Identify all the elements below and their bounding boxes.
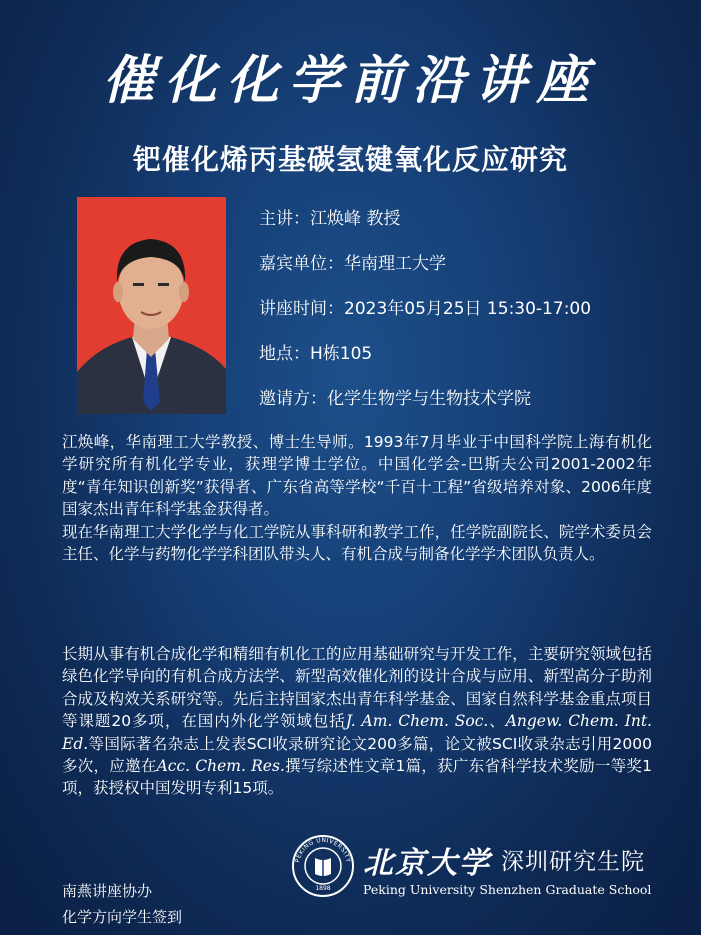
research-text: 撰写综述性文章1篇，获广东省科学技术奖励一等奖1项，获授权中国发明专利15项。 <box>62 757 652 798</box>
research-summary <box>62 643 652 800</box>
pku-shenzhen-logo <box>291 834 671 904</box>
co-organizer-note: 南燕讲座协办 <box>62 882 153 900</box>
logo-english-name: Peking University Shenzhen Graduate School <box>363 882 652 897</box>
host-line: 邀请方：化学生物学与生物技术学院 <box>259 389 531 409</box>
location-line: 地点：H栋105 <box>259 344 373 364</box>
bio-paragraph: 现在华南理工大学化学与化工学院从事科研和教学工作，任学院副院长、院学术委员会主任、化学与药物化学学科团队带头人、有机合成与制备化学学术团队负责人。 <box>62 522 652 564</box>
logo-chinese-name: 深圳研究生院 <box>501 849 645 875</box>
journal-name: Angew. Chem. Int. Ed. <box>62 712 652 753</box>
journal-name: Acc. Chem. Res. <box>156 757 285 776</box>
pku-emblem-icon <box>291 834 355 898</box>
series-title: 催化化学前沿讲座 <box>102 50 599 111</box>
logo-chinese-script: 北京大学 <box>363 846 491 881</box>
bio-paragraph: 江焕峰，华南理工大学教授、博士生导师。1993年7月毕业于中国科学院上海有机化学研究所有机化学专业，获理学博士学位。中国化学会-巴斯夫公司2001-2002年度“青年知识创新奖”获得者、广东省高等学校“千百十工程”省级培养对象、2006年度国家杰出青年科学基金获得者。 <box>62 433 652 519</box>
research-text: 等国际著名杂志上发表SCI收录研究论文200多篇，论文被SCI收录杂志引用2000多次，应邀在 <box>62 734 652 776</box>
sign-in-note: 化学方向学生签到 <box>62 908 183 926</box>
footer-notes <box>62 878 182 930</box>
research-text: 长期从事有机合成化学和精细有机化工的应用基础研究与开发工作，主要研究领域包括绿色化学导向的有机合成方法学、新型高效催化剂的设计合成与应用、新型高分子助剂合成及构效关系研究等。先后主持国家杰出青年科学基金、国家自然科学基金重点项目等课题20多项，在国内外化学领域包括 <box>62 645 652 731</box>
speaker-line: 主讲：江焕峰 教授 <box>259 209 401 229</box>
speaker-bio <box>62 431 652 565</box>
svg-text:1898: 1898 <box>315 885 331 892</box>
research-paragraph <box>62 643 652 800</box>
speaker-photo <box>77 197 226 414</box>
svg-text:PEKING UNIVERSITY: PEKING UNIVERSITY <box>294 836 352 864</box>
lecture-title: 钯催化烯丙基碳氢键氧化反应研究 <box>132 143 568 176</box>
time-line: 讲座时间：2023年05月25日 15:30-17:00 <box>259 299 592 319</box>
lecture-info <box>259 202 591 427</box>
separator: 、 <box>488 712 506 731</box>
affiliation-line: 嘉宾单位：华南理工大学 <box>259 254 446 274</box>
journal-name: J. Am. Chem. Soc. <box>345 712 489 731</box>
